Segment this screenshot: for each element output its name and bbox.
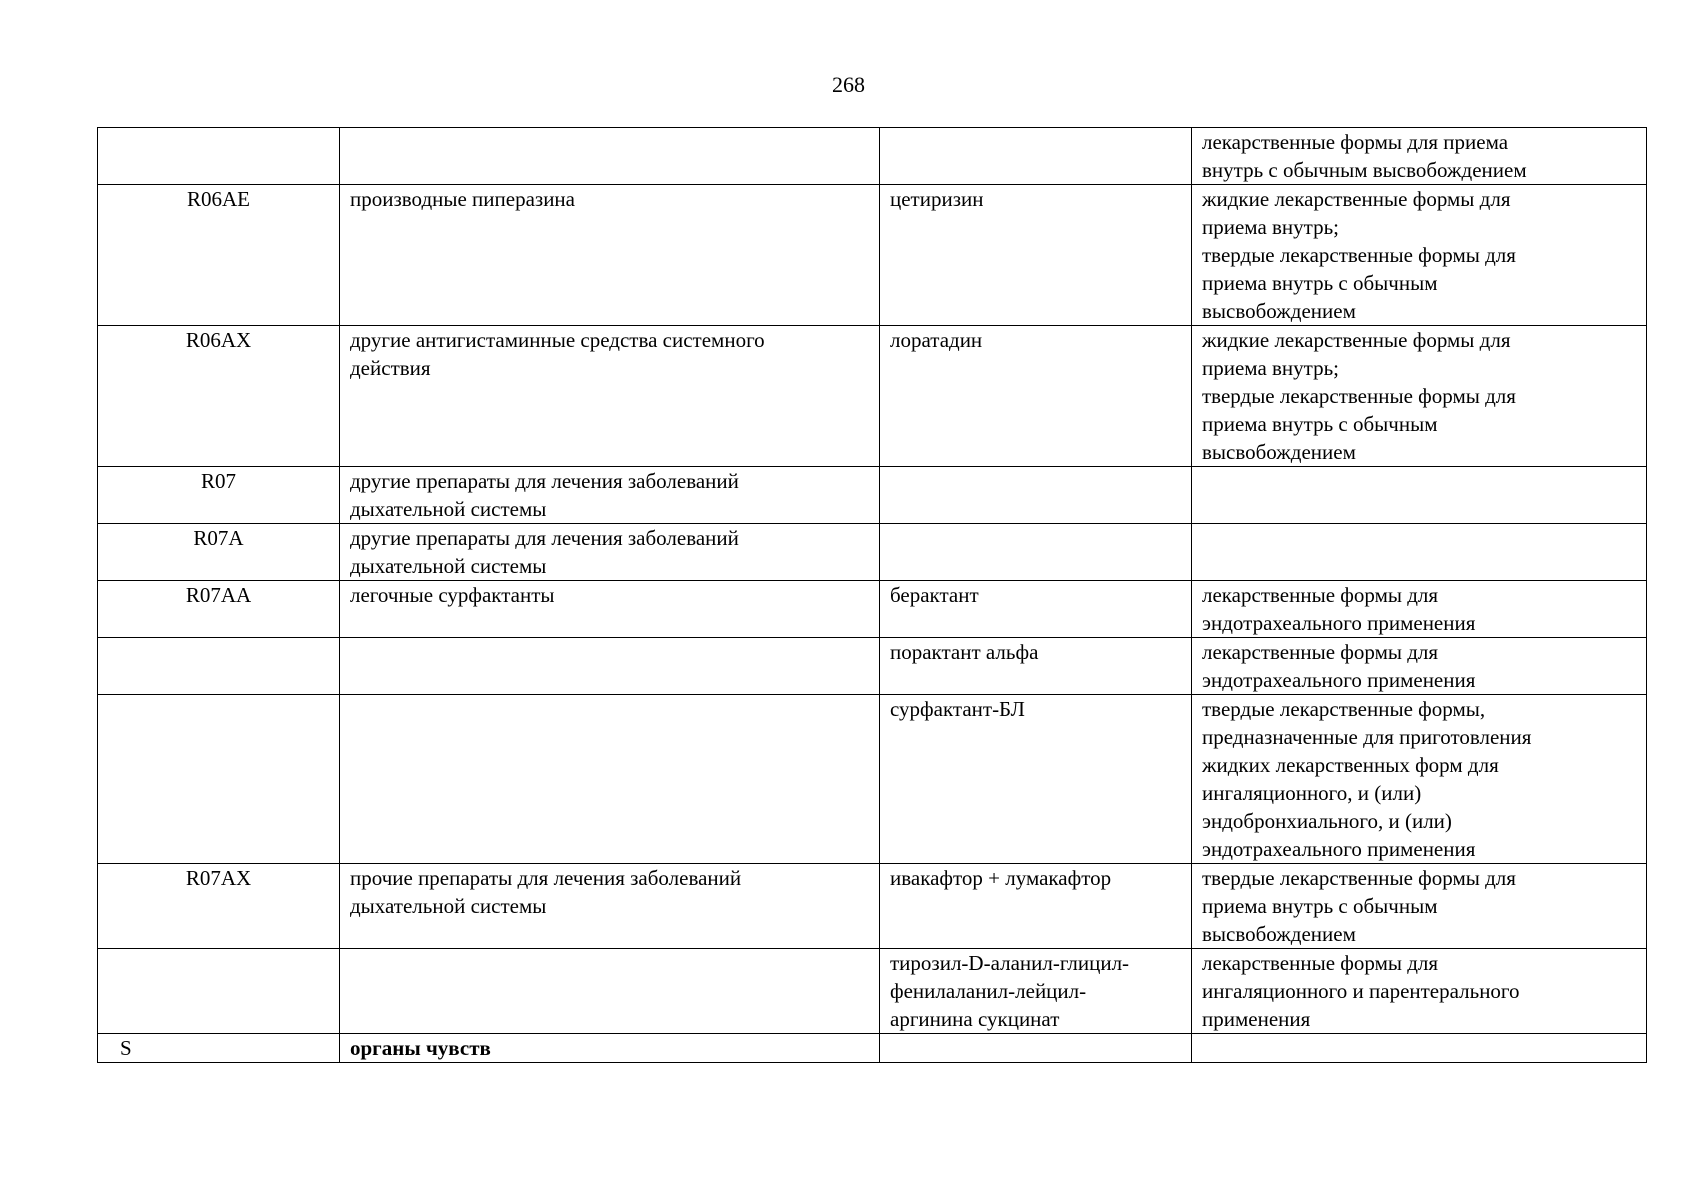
atc-code-cell [98,638,340,695]
group-name-cell: другие препараты для лечения заболеваний дыхательной системы [340,467,880,524]
drug-name-cell: лоратадин [880,326,1192,467]
drug-name-cell: тирозил-D-аланил-глицил- фенилаланил-лейцил- аргинина сукцинат [880,949,1192,1034]
dosage-form-cell: лекарственные формы для эндотрахеального применения [1192,581,1647,638]
drug-name-cell: берактант [880,581,1192,638]
atc-code-cell: R07AX [98,864,340,949]
group-name-cell [340,638,880,695]
drug-table [97,127,1647,1063]
drug-name-cell: ивакафтор + лумакафтор [880,864,1192,949]
atc-code-cell: R06AX [98,326,340,467]
dosage-form-cell: жидкие лекарственные формы для приема внутрь; твердые лекарственные формы для приема внутрь с обычным высвобождением [1192,326,1647,467]
atc-code-cell [98,949,340,1034]
dosage-form-cell: твердые лекарственные формы для приема внутрь с обычным высвобождением [1192,864,1647,949]
dosage-form-cell: лекарственные формы для эндотрахеального применения [1192,638,1647,695]
dosage-form-cell [1192,467,1647,524]
dosage-form-cell: жидкие лекарственные формы для приема внутрь; твердые лекарственные формы для приема внутрь с обычным высвобождением [1192,185,1647,326]
dosage-form-cell: твердые лекарственные формы, предназначенные для приготовления жидких лекарственных форм для ингаляционного, и (или) эндобронхиального, и (или) эндотрахеального применения [1192,695,1647,864]
table-row [98,638,1647,695]
table-body [98,128,1647,1063]
atc-code-cell: R06AE [98,185,340,326]
dosage-form-cell [1192,1034,1647,1063]
table-row [98,326,1647,467]
group-name-cell: другие препараты для лечения заболеваний дыхательной системы [340,524,880,581]
table-row [98,467,1647,524]
group-name-cell [340,949,880,1034]
dosage-form-cell: лекарственные формы для приема внутрь с обычным высвобождением [1192,128,1647,185]
drug-name-cell: порактант альфа [880,638,1192,695]
dosage-form-cell: лекарственные формы для ингаляционного и парентерального применения [1192,949,1647,1034]
dosage-form-cell [1192,524,1647,581]
drug-name-cell: цетиризин [880,185,1192,326]
table-row [98,128,1647,185]
group-name-cell [340,695,880,864]
group-name-cell: другие антигистаминные средства системного действия [340,326,880,467]
table-row [98,864,1647,949]
atc-code-cell: R07A [98,524,340,581]
table-row [98,524,1647,581]
table-row [98,1034,1647,1063]
group-name-cell: органы чувств [340,1034,880,1063]
table-row [98,581,1647,638]
page-number: 268 [832,72,865,97]
atc-code-cell [98,128,340,185]
drug-name-cell [880,1034,1192,1063]
group-name-cell: производные пиперазина [340,185,880,326]
group-name-cell: легочные сурфактанты [340,581,880,638]
atc-code-cell: R07AA [98,581,340,638]
table-row [98,185,1647,326]
atc-code-cell: S [98,1034,340,1063]
group-name-cell: прочие препараты для лечения заболеваний дыхательной системы [340,864,880,949]
atc-code-cell: R07 [98,467,340,524]
drug-name-cell: сурфактант-БЛ [880,695,1192,864]
atc-code-cell [98,695,340,864]
drug-name-cell [880,467,1192,524]
drug-name-cell [880,524,1192,581]
table-row [98,695,1647,864]
group-name-cell [340,128,880,185]
table-row [98,949,1647,1034]
drug-name-cell [880,128,1192,185]
